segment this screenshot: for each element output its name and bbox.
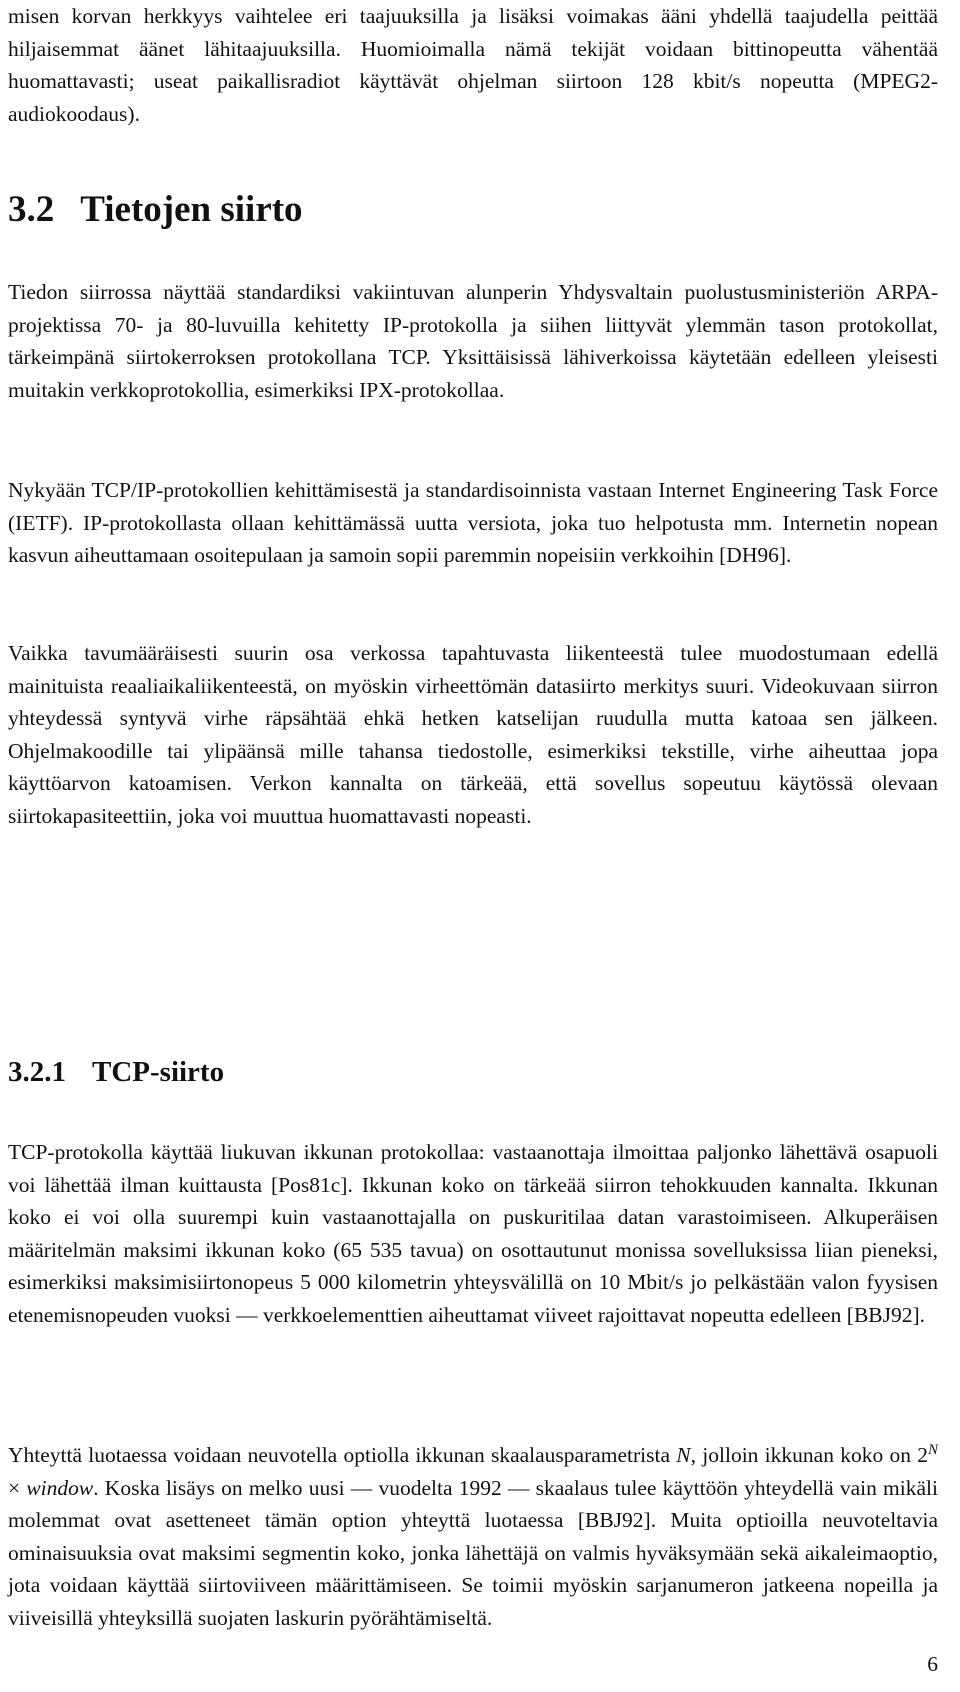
math-base: 2 (917, 1443, 928, 1468)
page-number: 6 (927, 1652, 938, 1676)
section-paragraph-3: Vaikka tavumääräisesti suurin osa verkossa tapahtuvasta liikenteestä tulee muodostumaan edellä mainituista reaaliaikaliikenteestä, on myöskin virheettömän datasiirto merkitys suuri. Videokuvaan siirron yhteydessä syntyvä virhe räpsähtää ehkä hetken katselijan ruudulla mutta katoaa sen jälkeen. Ohjelmakoodille tai ylipäänsä mille tahansa tiedostolle, esimerkiksi tekstille, virhe aiheuttaa jopa käyttöarvon katoamisen. Verkon kannalta on tärkeää, että sovellus sopeutuu käytössä olevaan siirtokapasiteettiin, joka voi muuttua huomattavasti nopeasti. (8, 641, 938, 828)
math-window: window (26, 1475, 94, 1500)
section-heading (8, 188, 303, 231)
subsection-paragraph-2 (8, 1434, 938, 1634)
subsection-title: TCP-siirto (92, 1056, 225, 1088)
math-exponent: N (927, 1442, 938, 1458)
paragraph-intro-continued: misen korvan herkkyys vaihtelee eri taajuuksilla ja lisäksi voimakas ääni yhdellä taajudella peittää hiljaisemmat äänet lähitaajuuksilla. Huomioimalla nämä tekijät voidaan bittinopeutta vähentää huomattavasti; useat paikallisradiot käyttävät ohjelman siirtoon 128 kbit/s nopeutta (MPEG2-audiokoodaus). (8, 4, 938, 126)
math-var-n: N (676, 1443, 691, 1468)
text-run: Yhteyttä luotaessa voidaan neuvotella optiolla ikkunan skaalausparametrista (8, 1443, 677, 1468)
subsection-heading (8, 1056, 224, 1089)
subsection-number: 3.2.1 (8, 1056, 66, 1088)
subsection-paragraph-1: TCP-protokolla käyttää liukuvan ikkunan protokollaa: vastaanottaja ilmoittaa paljonko lähettävä osapuoli voi lähettää ilman kuittausta [Pos81c]. Ikkunan koko on tärkeää siirron tehokkuuden kannalta. Ikkunan koko ei voi olla suurempi kuin vastaanottajalla on puskuritilaa datan varastoimiseen. Alkuperäisen määritelmän maksimi ikkunan koko (65 535 tavua) on osottautunut monissa sovelluksissa liian pieneksi, esimerkiksi maksimisiirtonopeus 5 000 kilometrin yhteysvälillä on 10 Mbit/s jo pelkästään valon fyysisen etenemisnopeuden vuoksi — verkkoelementtien aiheuttamat viiveet rajoittavat nopeutta edelleen [BBJ92]. (8, 1140, 938, 1327)
math-times: × (8, 1475, 27, 1500)
section-paragraph-2: Nykyään TCP/IP-protokollien kehittämisestä ja standardisoinnista vastaan Internet Engineering Task Force (IETF). IP-protokollasta ollaan kehittämässä uutta versiota, joka tuo helpotusta mm. Internetin nopean kasvun aiheuttamaan osoitepulaan ja samoin sopii paremmin nopeisiin verkkoihin [DH96]. (8, 478, 938, 567)
text-run: , jolloin ikkunan koko on (690, 1443, 918, 1468)
section-paragraph-1: Tiedon siirrossa näyttää standardiksi vakiintuvan alunperin Yhdysvaltain puolustusministeriön ARPA-projektissa 70- ja 80-luvuilla kehitetty IP-protokolla ja siihen liittyvät ylemmän tason protokollat, tärkeimpänä siirtokerroksen protokollana TCP. Yksittäisissä lähiverkoissa käytetään edelleen yleisesti muitakin verkkoprotokollia, esimerkiksi IPX-protokollaa. (8, 280, 938, 402)
text-run: . Koska lisäys on melko uusi — vuodelta 1992 — skaalaus tulee käyttöön yhteydellä vain mikäli molemmat ovat asetteneet tämän option yhteyttä luotaessa [BBJ92]. Muita optioilla neuvoteltavia ominaisuuksia ovat maksimi segmentin koko, jonka lähettäjä on valmis hyväksymään sekä aikaleimaoptio, jota voidaan käyttää siirtoviiveen määrittämiseen. Se toimii myöskin sarjanumeron jatkeena nopeilla ja viiveisillä yhteyksillä suojaten laskurin pyörähtämiseltä. (8, 1475, 938, 1630)
section-title: Tietojen siirto (80, 189, 303, 230)
section-number: 3.2 (8, 189, 55, 230)
math-power (917, 1443, 938, 1467)
